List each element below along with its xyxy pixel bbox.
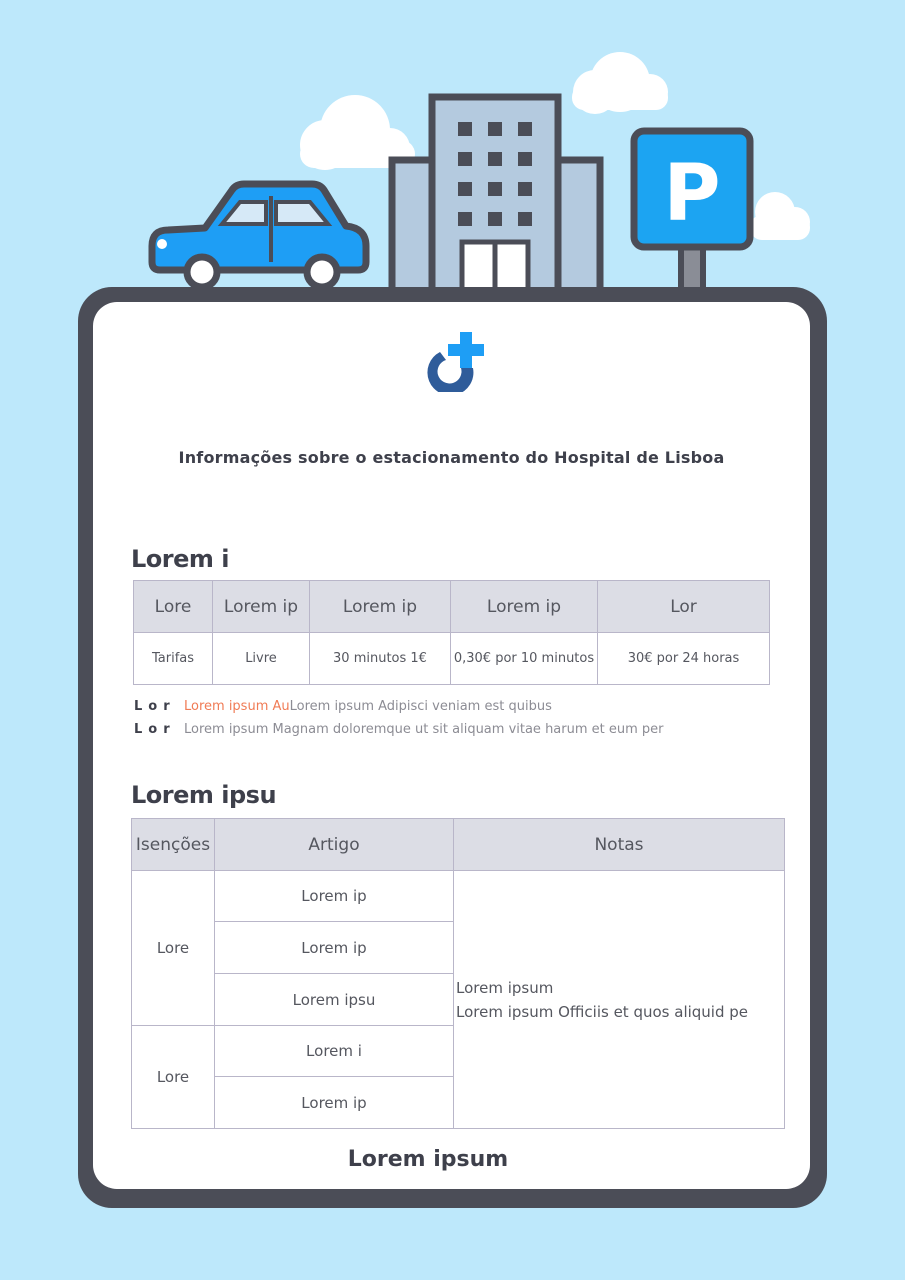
- table-header: Lor: [598, 581, 770, 633]
- table-header: Lore: [134, 581, 213, 633]
- notes-line: Lorem ipsum: [456, 978, 554, 997]
- car-icon: [152, 184, 366, 287]
- table-header: Isenções: [132, 819, 215, 871]
- table-header: Lorem ip: [451, 581, 598, 633]
- parking-sign-letter: P: [663, 149, 721, 239]
- article-cell: Lorem ip: [215, 871, 454, 922]
- tariffs-table: [133, 580, 770, 685]
- parking-sign-icon: [634, 131, 750, 295]
- table-cell: 0,30€ por 10 minutos: [451, 633, 598, 685]
- tariff-note: [134, 699, 552, 714]
- exemption-group-label: Lore: [132, 871, 215, 1026]
- note-key: Lor: [134, 699, 176, 714]
- notes-line: Lorem ipsum Officiis et quos aliquid pe: [456, 1002, 749, 1021]
- note-highlight: Lorem ipsum Au: [184, 699, 290, 714]
- article-cell: Lorem i: [215, 1026, 454, 1077]
- table-header: Lorem ip: [213, 581, 310, 633]
- table-cell: 30 minutos 1€: [310, 633, 451, 685]
- note-text: Lorem ipsum Adipisci veniam est quibus: [289, 699, 552, 714]
- cloud-icon: [572, 52, 668, 114]
- cloud-icon: [750, 192, 810, 240]
- table-cell: Tarifas: [134, 633, 213, 685]
- notes-cell: [454, 871, 785, 1129]
- article-cell: Lorem ip: [215, 1077, 454, 1129]
- table-header: Notas: [454, 819, 785, 871]
- note-key: Lor: [134, 722, 176, 737]
- table-cell: 30€ por 24 horas: [598, 633, 770, 685]
- document-title: Informações sobre o estacionamento do Hospital de Lisboa: [178, 448, 725, 467]
- section2-title: Lorem ipsu: [131, 781, 277, 809]
- article-cell: Lorem ipsu: [215, 974, 454, 1026]
- footer-title: Lorem ipsum: [347, 1147, 509, 1172]
- table-cell: Livre: [213, 633, 310, 685]
- tariff-note: [134, 722, 664, 737]
- section1-title: Lorem i: [131, 545, 229, 573]
- table-row: [134, 633, 770, 685]
- hospital-building-icon: [392, 97, 600, 295]
- table-header: Lorem ip: [310, 581, 451, 633]
- table-header: Artigo: [215, 819, 454, 871]
- exemptions-table: [131, 818, 785, 1129]
- header-illustration: [0, 0, 905, 300]
- article-cell: Lorem ip: [215, 922, 454, 974]
- table-row: [132, 871, 785, 922]
- exemption-group-label: Lore: [132, 1026, 215, 1129]
- note-text: Lorem ipsum Magnam doloremque ut sit aliquam vitae harum et eum per: [184, 722, 664, 737]
- hospital-logo-icon: [418, 328, 488, 392]
